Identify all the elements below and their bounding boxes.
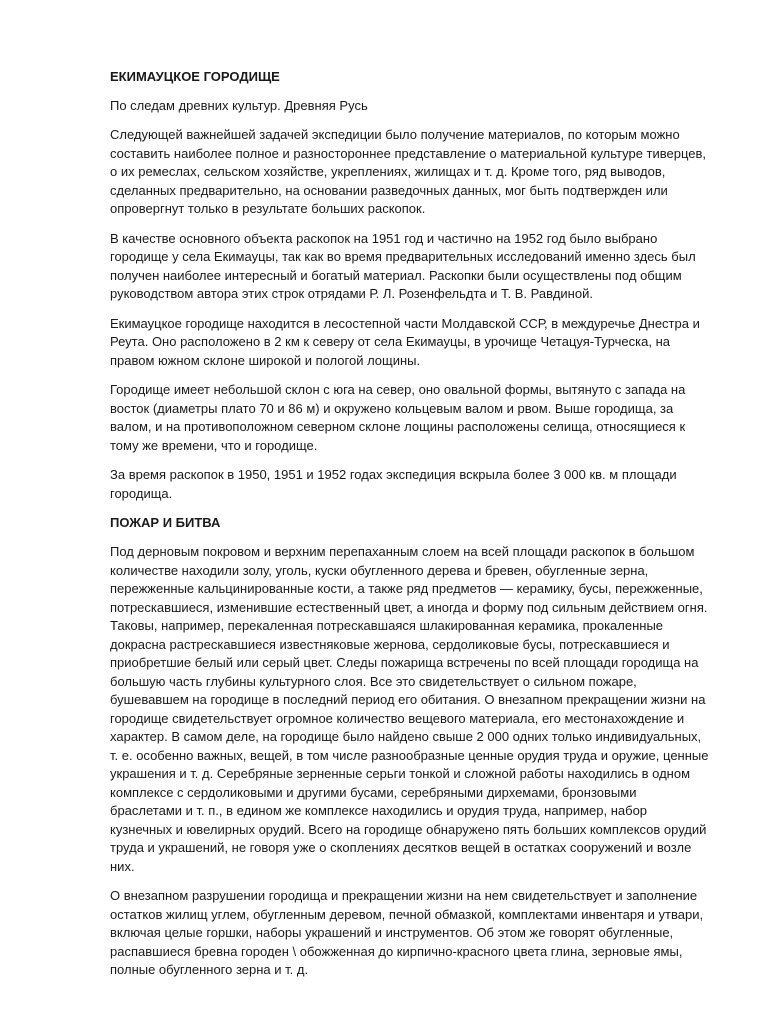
paragraph: Городище имеет небольшой склон с юга на север, оно овальной формы, вытянуто с запада на восток (диаметры плато 70 и 86 м) и окружено кольцевым валом и рвом. Выше городища, за валом, и на противоположном северном склоне лощины расположены селища, относящиеся к тому же времени, что и городище. — [110, 382, 686, 453]
paragraph: О внезапном разрушении городища и прекращении жизни на нем свидетельствует и заполнение остатков жилищ углем, обугленным деревом, печной обмазкой, комплектами инвентаря и утвари, включая целые горшки, наборы украшений и инструментов. Об этом же говорят обугленные, распавшиеся бревна городен \ обожженная до кирпично-красного цвета глина, зерновые ямы, полные обугленного зерна и т. д. — [110, 888, 704, 977]
section-heading: ПОЖАР И БИТВА — [110, 515, 221, 530]
paragraph: За время раскопок в 1950, 1951 и 1952 годах экспедиция вскрыла более 3 000 кв. м площади городища. — [110, 467, 677, 501]
paragraph: Следующей важнейшей задачей экспедиции было получение материалов, по которым можно составить наиболее полное и разностороннее представление о материальной культуре тиверцев, о их ремеслах, сельском хозяйстве, укреплениях, жилищах и т. д. Кроме того, ряд выводов, сделанных предварительно, на основании разведочных данных, мог быть подтвержден или опровергнут только в результате больших раскопок. — [110, 127, 707, 216]
paragraph: Екимауцкое городище находится в лесостепной части Молдавской ССР, в междуречье Днестра и Реута. Оно расположено в 2 км к северу от села Екимауцы, в урочище Четацуя-Турческа, на правом южном склоне широкой и пологой лощины. — [110, 315, 700, 368]
document-subtitle: По следам древних культур. Древняя Русь — [110, 98, 368, 113]
paragraph: Под дерновым покровом и верхним перепаханным слоем на всей площади раскопок в большом количестве находили золу, уголь, куски обугленного дерева и бревен, обугленные зерна, пережженные кальцинированные кости, а также ряд предметов — керамику, бусы, пережженные, потрескавшиеся, изменившие естественный цвет, а иногда и форму под сильным действием огня. Таковы, например, перекаленная потрескавшаяся шлакированная керамика, прокаленные докрасна растрескавшиеся известняковые жернова, сердоликовые бусы, потрескавшиеся и приобретшие белый или серый цвет. Следы пожарища встречены по всей площади городища на большую часть глубины культурного слоя. Все это свидетельствует о сильном пожаре, бушевавшем на городище в последний период его обитания. О внезапном прекращении жизни на городище свидетельствует огромное количество вещевого материала, его местонахождение и характер. В самом деле, на городище было найдено свыше 2 000 одних только индивидуальных, т. е. особенно важных, вещей, в том числе разнообразные ценные орудия труда и оружие, ценные украшения и т. д. Серебряные зерненные серьги тонкой и сложной работы находились в одном комплексе с сердоликовыми и другими бусами, серебряными дирхемами, бронзовыми браслетами и т. п., в едином же комплексе находились и орудия труда, например, набор кузнечных и ювелирных орудий. Всего на городище обнаружено пять больших комплексов орудий труда и украшений, не говоря уже о скоплениях десятков вещей в остатках сооружений и возле них. — [110, 544, 709, 874]
document-title: ЕКИМАУЦКОЕ ГОРОДИЩЕ — [110, 69, 280, 84]
paragraph: В качестве основного объекта раскопок на 1951 год и частично на 1952 год было выбрано городище у села Екимауцы, так как во время предварительных исследований именно здесь был получен наиболее интересный и богатый материал. Раскопки были осуществлены под общим руководством автора этих строк отрядами Р. Л. Розенфельдта и Т. В. Равдиной. — [110, 230, 696, 301]
